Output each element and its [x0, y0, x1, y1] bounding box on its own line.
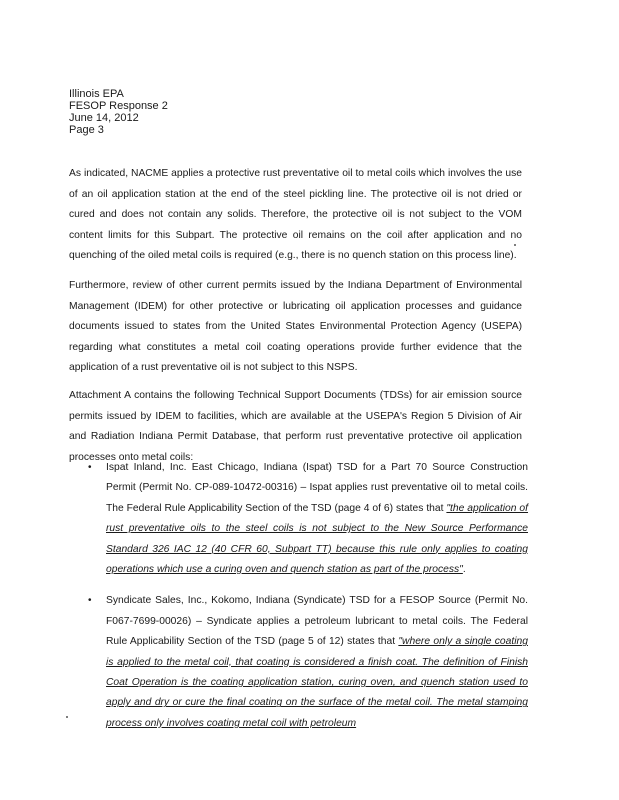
bullet-quote: "the application of rust preventative oils to the steel coils is not subject to the New Source Performance Standard 326 IAC 12 (40 CFR 60, Subpart TT) because this rule only applies to coating operations which use a curing oven and quench station as part of the process" [106, 502, 529, 576]
header-recipient: Illinois EPA [69, 88, 124, 100]
bullet-text: Ispat Inland, Inc. East Chicago, Indiana (Ispat) TSD for a Part 70 Source Construction Permit (Permit No. CP-089-10472-00316) – Ispat applies rust preventative oil to metal coils. The Federal Rule Applicability Section of the TSD (page 4 of 6) states that [106, 462, 528, 514]
bullet-dot-icon: • [88, 462, 92, 473]
bullet-item-ispat [88, 458, 528, 580]
bullet-tail: . [462, 564, 466, 576]
header-page-number: Page 3 [69, 124, 104, 136]
tsd-bullet-list [88, 458, 528, 734]
paragraph-other-permits-review: Furthermore, review of other current permits issued by the Indiana Department of Environmental Management (IDEM) for other protective or lubricating oil application processes and guidance documents issued to states from the United States Environmental Protection Agency (USEPA) regarding what constitutes a metal coil coating operations provide further evidence that the application of a rust preventative oil is not subject to this NSPS. [69, 280, 522, 373]
bullet-dot-icon: • [88, 595, 92, 607]
letter-header [69, 88, 168, 136]
scan-speck [514, 244, 516, 246]
paragraph-attachment-a: Attachment A contains the following Technical Support Documents (TDSs) for air emission source permits issued by IDEM to facilities, which are available at the USEPA's Region 5 Division of Air and Radiation Indiana Permit Database, that perform rust preventative protective oil application processes onto metal coils: [69, 390, 522, 463]
header-subject: FESOP Response 2 [69, 100, 168, 112]
paragraph-rust-oil-application: As indicated, NACME applies a protective rust preventative oil to metal coils which involves the use of an oil application station at the end of the steel pickling line. The protective oil is not dried or cured and does not contain any solids. Therefore, the protective oil is not subject to the VOM content limits for this Subpart. The protective oil remains on the coil after application and no quenching of the oiled metal coils is required (e.g., there is no quench station on this process line). [69, 168, 522, 261]
scan-speck [66, 716, 68, 718]
header-date: June 14, 2012 [69, 112, 139, 124]
bullet-text: Syndicate Sales, Inc., Kokomo, Indiana (Syndicate) TSD for a FESOP Source (Permit No. F067-7699-00026) – Syndicate applies a petroleum lubricant to metal coils. The Federal Rule Applicability Section of the TSD (page 5 of 12) states that [106, 595, 528, 648]
bullet-quote: "where only a single coating is applied to the metal coil, that coating is considered a finish coat. The definition of Finish Coat Operation is the coating application station, curing oven, and quench station used to apply and dry or cure the final coating on the surface of the metal coil. The metal stamping process only involves coating metal coil with petroleum [106, 636, 528, 729]
bullet-item-syndicate [88, 591, 528, 734]
